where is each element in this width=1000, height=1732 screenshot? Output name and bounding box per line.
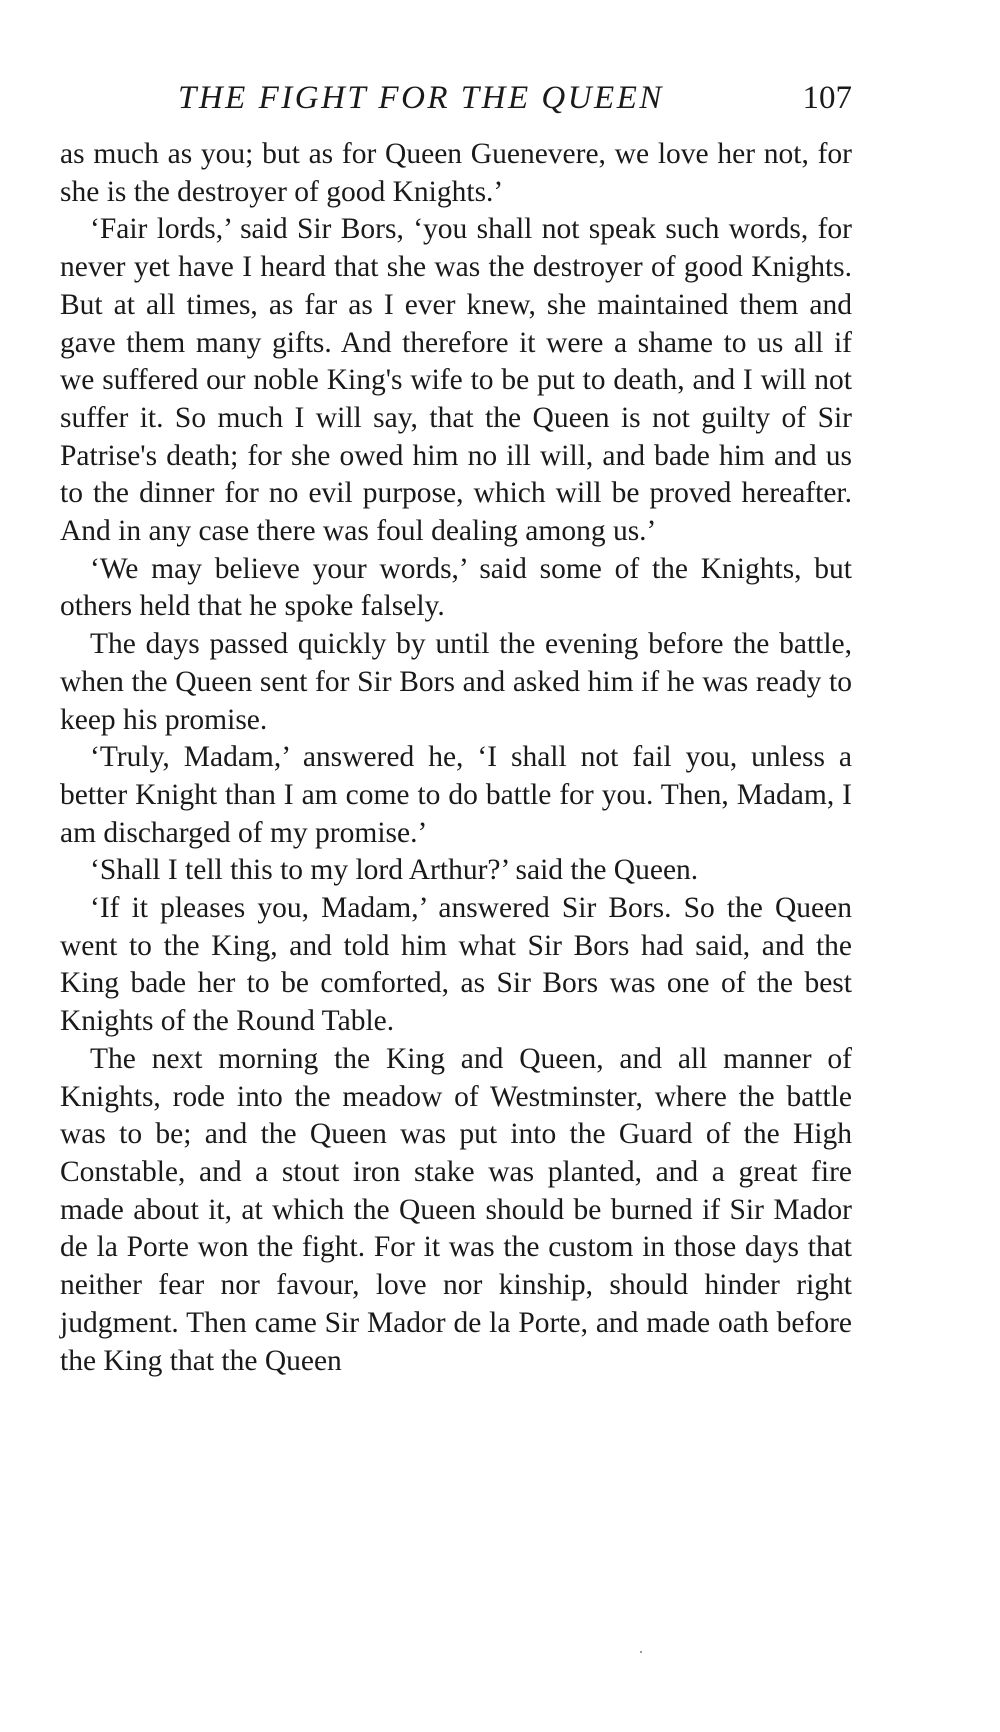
paragraph: ‘Fair lords,’ said Sir Bors, ‘you shall not speak such words, for never yet have I heard that she was the destroyer of good Knights. But at all times, as far as I ever knew, she maintained them and gave them many gifts. And therefore it were a shame to us all if we suffered our noble King's wife to be put to death, and I will not suffer it. So much I will say, that the Queen is not guilty of Sir Patrise's death; for she owed him no ill will, and bade him and us to the dinner for no evil purpose, which will be proved hereafter. And in any case there was foul dealing among us.’ xyxy=(60,213,852,548)
page-number: 107 xyxy=(802,80,852,116)
paragraph-continuation: as much as you; but as for Queen Guenevere, we love her not, for she is the destroyer of good Knights.’ xyxy=(60,138,852,208)
paragraph: The next morning the King and Queen, and all manner of Knights, rode into the meadow of Westminster, where the battle was to be; and the Queen was put into the Guard of the High Constable, and a stout iron stake was planted, and a great fire made about it, at which the Queen should be burned if Sir Mador de la Porte won the fight. For it was the custom in those days that neither fear nor favour, love nor kinship, should hinder right judgment. Then came Sir Mador de la Porte, and made oath before the King that the Queen xyxy=(60,1042,852,1377)
paragraph: ‘We may believe your words,’ said some of the Knights, but others held that he spoke falsely. xyxy=(60,552,852,623)
paragraph: ‘Truly, Madam,’ answered he, ‘I shall not fail you, unless a better Knight than I am come to do battle for you. Then, Madam, I am discharged of my promise.’ xyxy=(60,741,852,849)
page-header xyxy=(60,72,852,126)
book-page xyxy=(60,72,852,1380)
paragraph: ‘Shall I tell this to my lord Arthur?’ said the Queen. xyxy=(90,854,699,887)
paragraph: The days passed quickly by until the evening before the battle, when the Queen sent for Sir Bors and asked him if he was ready to keep his promise. xyxy=(60,628,852,736)
print-speck xyxy=(640,1651,642,1653)
paragraph: ‘If it pleases you, Madam,’ answered Sir Bors. So the Queen went to the King, and told him what Sir Bors had said, and the King bade her to be comforted, as Sir Bors was one of the best Knights of the Round Table. xyxy=(60,892,852,1038)
body-text xyxy=(60,136,852,1380)
running-title: THE FIGHT FOR THE QUEEN xyxy=(178,80,664,116)
